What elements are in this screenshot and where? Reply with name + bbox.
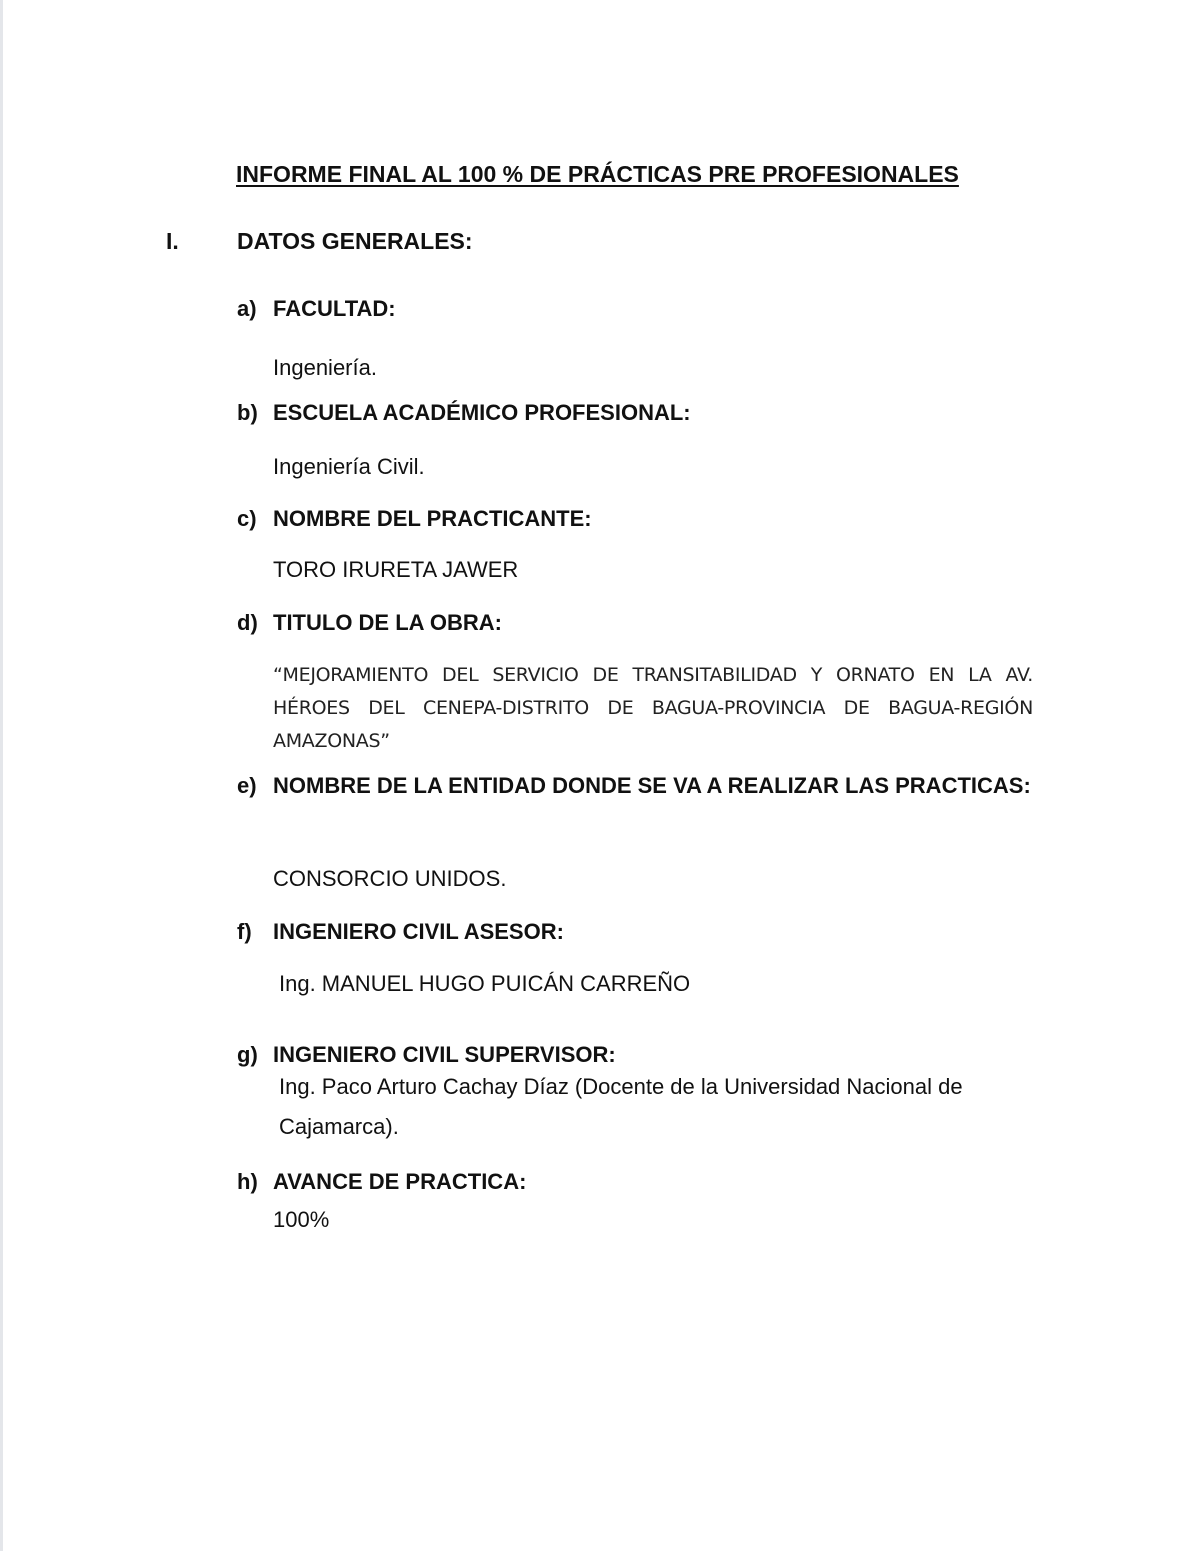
section-number: I. [166, 228, 179, 254]
item-letter-practicante: c) [237, 506, 257, 531]
item-label-facultad: FACULTAD: [273, 296, 396, 321]
item-letter-avance: h) [237, 1169, 258, 1194]
item-letter-entidad: e) [237, 773, 257, 798]
item-value-avance: 100% [273, 1207, 330, 1232]
item-value-titulo-obra: “MEJORAMIENTO DEL SERVICIO DE TRANSITABILIDAD Y ORNATO EN LA AV. HÉROES DEL CENEPA-DISTRITO DE BAGUA-PROVINCIA DE BAGUA-REGIÓN AMAZONAS” [273, 664, 1033, 752]
item-label-practicante: NOMBRE DEL PRACTICANTE: [273, 506, 592, 531]
item-letter-asesor: f) [237, 919, 252, 944]
item-letter-titulo-obra: d) [237, 610, 258, 635]
item-value-escuela: Ingeniería Civil. [273, 454, 425, 479]
item-value-asesor: Ing. MANUEL HUGO PUICÁN CARREÑO [279, 971, 691, 996]
item-label-escuela: ESCUELA ACADÉMICO PROFESIONAL: [273, 400, 691, 425]
item-letter-escuela: b) [237, 400, 258, 425]
item-label-entidad: NOMBRE DE LA ENTIDAD DONDE SE VA A REALIZAR LAS PRACTICAS: [273, 773, 1031, 798]
item-value-entidad: CONSORCIO UNIDOS. [273, 866, 507, 891]
item-label-avance: AVANCE DE PRACTICA: [273, 1169, 527, 1194]
item-label-titulo-obra: TITULO DE LA OBRA: [273, 610, 502, 635]
item-letter-supervisor: g) [237, 1042, 258, 1067]
item-value-supervisor: Ing. Paco Arturo Cachay Díaz (Docente de la Universidad Nacional de Cajamarca). [279, 1074, 963, 1139]
section-title: DATOS GENERALES: [237, 228, 473, 254]
item-letter-facultad: a) [237, 296, 257, 321]
page-edge-shadow [0, 0, 3, 1551]
item-value-facultad: Ingeniería. [273, 355, 377, 380]
item-value-practicante: TORO IRURETA JAWER [273, 557, 519, 582]
item-label-asesor: INGENIERO CIVIL ASESOR: [273, 919, 564, 944]
document-title: INFORME FINAL AL 100 % DE PRÁCTICAS PRE PROFESIONALES [236, 161, 959, 187]
item-label-supervisor: INGENIERO CIVIL SUPERVISOR: [273, 1042, 616, 1067]
